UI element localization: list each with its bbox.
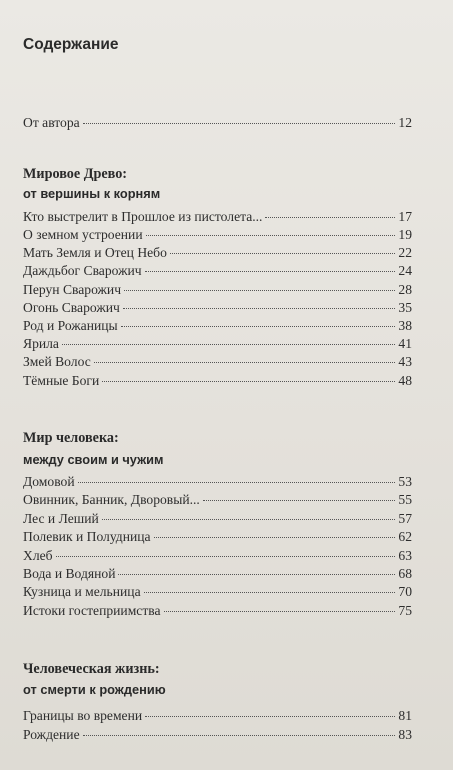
leader-dots	[102, 519, 396, 520]
toc-entry-page: 43	[398, 354, 412, 369]
toc-entry-page: 38	[398, 318, 412, 333]
leader-dots	[102, 381, 395, 382]
toc-entry-page: 63	[398, 548, 412, 563]
toc-entry[interactable]	[23, 602, 412, 620]
toc-entry-page: 62	[398, 529, 412, 544]
toc-entry[interactable]	[23, 565, 412, 583]
toc-entry-page: 22	[398, 245, 412, 260]
toc-entry-label: Мать Земля и Отец Небо	[23, 245, 167, 260]
leader-dots	[121, 326, 396, 327]
toc-entry-label: Лес и Леший	[23, 511, 99, 526]
toc-entry-page: 24	[398, 263, 412, 278]
toc-entry-label: Овинник, Банник, Дворовый...	[23, 492, 200, 507]
toc-entry[interactable]	[23, 491, 412, 509]
toc-entry-label: Кто выстрелит в Прошлое из пистолета...	[23, 209, 263, 224]
toc-entry[interactable]	[23, 335, 412, 353]
toc-entry-label: Перун Сварожич	[23, 282, 122, 297]
toc-entry-page: 12	[398, 115, 412, 130]
toc-entry-page: 28	[398, 282, 412, 297]
toc-entry[interactable]	[23, 262, 412, 280]
toc-entry-label: Рождение	[23, 727, 80, 742]
toc-entry[interactable]	[23, 353, 412, 371]
leader-dots	[78, 482, 396, 483]
toc-entry[interactable]	[23, 299, 412, 317]
toc-entry[interactable]	[23, 583, 412, 601]
section-subtitle: между своим и чужим	[23, 452, 164, 467]
page-title: Содержание	[23, 36, 119, 53]
leader-dots	[170, 253, 396, 254]
toc-entry-page: 83	[398, 727, 412, 742]
leader-dots	[124, 290, 395, 291]
toc-entry[interactable]	[23, 208, 412, 226]
toc-entry-label: Хлеб	[23, 548, 53, 563]
section-subtitle: от вершины к корням	[23, 186, 161, 201]
section-title: Человеческая жизнь:	[23, 661, 160, 677]
leader-dots	[144, 592, 396, 593]
toc-entry[interactable]	[23, 473, 412, 491]
toc-entry-label: Полевик и Полудница	[23, 529, 151, 544]
toc-entry[interactable]	[23, 372, 412, 390]
leader-dots	[265, 217, 395, 218]
toc-entry[interactable]	[23, 528, 412, 546]
toc-entry[interactable]	[23, 226, 412, 244]
toc-entry-label: О земном устроении	[23, 227, 143, 242]
toc-entry-page: 17	[398, 209, 412, 224]
leader-dots	[154, 537, 396, 538]
leader-dots	[145, 716, 395, 717]
leader-dots	[146, 235, 396, 236]
toc-entry-page: 68	[398, 566, 412, 581]
toc-entry-label: Домовой	[23, 474, 75, 489]
toc-entry[interactable]	[23, 547, 412, 565]
toc-entry-page: 81	[398, 708, 412, 723]
toc-entry-label: Даждьбог Сварожич	[23, 263, 142, 278]
toc-entry-page: 53	[398, 474, 412, 489]
toc-entry-label: От автора	[23, 115, 80, 130]
leader-dots	[56, 556, 396, 557]
toc-entry-page: 70	[398, 584, 412, 599]
toc-entry-label: Кузница и мельница	[23, 584, 141, 599]
toc-entry-label: Огонь Сварожич	[23, 300, 120, 315]
leader-dots	[83, 123, 396, 124]
toc-entry[interactable]	[23, 707, 412, 725]
leader-dots	[62, 344, 395, 345]
leader-dots	[118, 574, 395, 575]
toc-entry-page: 48	[398, 373, 412, 388]
leader-dots	[145, 271, 396, 272]
toc-entry-intro[interactable]	[23, 114, 412, 132]
toc-entry-page: 57	[398, 511, 412, 526]
leader-dots	[203, 500, 396, 501]
toc-entry-label: Вода и Водяной	[23, 566, 116, 581]
leader-dots	[83, 735, 396, 736]
toc-entry-label: Ярила	[23, 336, 59, 351]
leader-dots	[94, 362, 396, 363]
leader-dots	[164, 611, 396, 612]
toc-entry-label: Границы во времени	[23, 708, 143, 723]
toc-entry[interactable]	[23, 726, 412, 744]
toc-entry-label: Истоки гостеприимства	[23, 603, 161, 618]
toc-entry-label: Змей Волос	[23, 354, 91, 369]
toc-entry-page: 19	[398, 227, 412, 242]
toc-entry[interactable]	[23, 244, 412, 262]
section-subtitle: от смерти к рождению	[23, 682, 166, 697]
toc-entry-page: 41	[398, 336, 412, 351]
toc-entry-page: 35	[398, 300, 412, 315]
section-title: Мировое Древо:	[23, 166, 128, 182]
toc-entry-page: 75	[398, 603, 412, 618]
toc-entry[interactable]	[23, 281, 412, 299]
toc-entry[interactable]	[23, 317, 412, 335]
toc-entry-page: 55	[398, 492, 412, 507]
section-title: Мир человека:	[23, 430, 119, 446]
toc-entry[interactable]	[23, 510, 412, 528]
leader-dots	[123, 308, 396, 309]
toc-entry-label: Тёмные Боги	[23, 373, 100, 388]
toc-entry-label: Род и Рожаницы	[23, 318, 118, 333]
